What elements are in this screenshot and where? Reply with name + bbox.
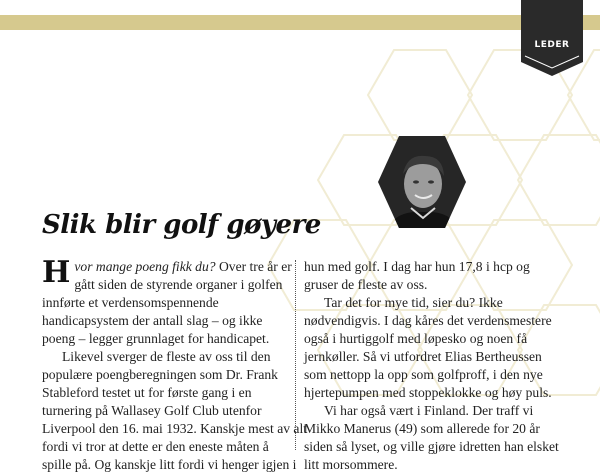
body-line: poeng – legger grunnlaget for handicapet. — [42, 331, 270, 346]
lead-question: vor mange poeng fikk du? — [74, 259, 216, 274]
body-line: populære poengberegningen som Dr. Frank — [42, 367, 278, 382]
hexagon-outline — [518, 135, 600, 225]
hexagon-outline — [368, 50, 472, 140]
section-label: LEDER — [534, 40, 570, 50]
body-line: gruser de fleste av oss. — [304, 277, 428, 292]
body-line: også i hurtiggolf med løpesko og noen få — [304, 331, 528, 346]
body-line: fordi vi tror at dette er den eneste måten å — [42, 439, 269, 454]
body-line: nødvendigvis. I dag kåres det verdensmestere — [304, 313, 552, 328]
body-line: som nettopp la opp som golfproff, i den nye — [304, 367, 543, 382]
drop-cap: H — [42, 255, 71, 290]
body-line: Likevel sverger de fleste av oss til den — [62, 349, 271, 364]
body-line: innførte et verdensomspennende — [42, 295, 219, 310]
body-line: Mikko Manerus (49) som allerede for 20 år — [304, 421, 540, 436]
body-line: Over tre år er — [215, 259, 292, 274]
body-line: jernkøller. Så vi utfordret Elias Bertheussen — [304, 349, 542, 364]
body-line: Stableford testet ut for første gang i en — [42, 385, 252, 400]
body-line: Tar det for mye tid, sier du? Ikke — [324, 295, 503, 310]
section-badge — [521, 0, 583, 76]
article-headline: Slik blir golf gøyere — [42, 210, 321, 240]
body-line: hun med golf. I dag har hun 17,8 i hcp og — [304, 259, 530, 274]
body-line: Vi har også vært i Finland. Der traff vi — [324, 403, 534, 418]
article-column-right — [304, 258, 564, 474]
body-line: gått siden de styrende organer i golfen — [74, 277, 283, 292]
body-line: Liverpool den 16. mai 1932. Kanskje mest av alt — [42, 421, 308, 436]
body-line: siden så lyset, og ville gjøre idretten han elsket — [304, 439, 559, 454]
article-column-left — [42, 255, 308, 474]
body-line: turnering på Wallasey Golf Club utenfor — [42, 403, 262, 418]
body-line: litt morsommere. — [304, 457, 398, 472]
author-portrait — [377, 134, 467, 230]
body-line: handicapsystem der antall slag – og ikke — [42, 313, 263, 328]
body-line: hjertepumpen med stoppeklokke og høy puls. — [304, 385, 552, 400]
body-line: spille på. Og kanskje litt fordi vi henger igjen i — [42, 457, 297, 472]
column-divider — [295, 260, 296, 450]
